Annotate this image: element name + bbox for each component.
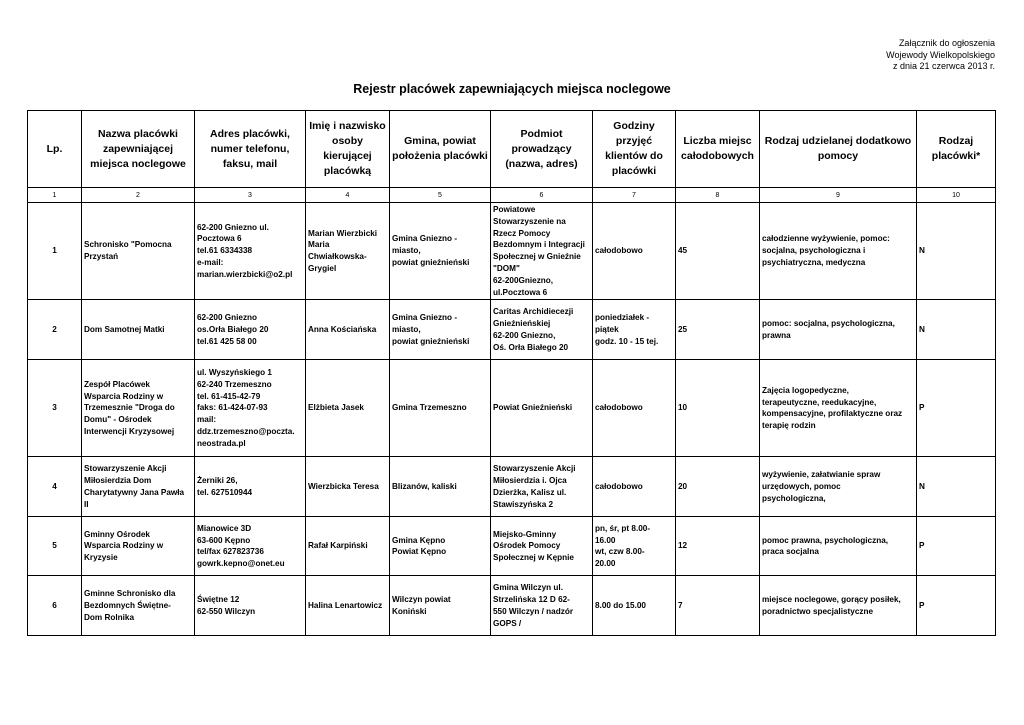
cell-facility-name bbox=[82, 300, 195, 360]
column-number: 1 bbox=[28, 188, 82, 203]
column-number: 10 bbox=[917, 188, 996, 203]
cell-operator-line: Miejsko-Gminny bbox=[493, 529, 557, 539]
cell-manager bbox=[306, 360, 390, 457]
cell-hours-line: 16.00 bbox=[595, 535, 616, 545]
column-header-lp: Lp. bbox=[28, 111, 82, 188]
cell-hours bbox=[593, 360, 676, 457]
cell-facility-name-line: Przystań bbox=[84, 252, 119, 262]
cell-facility-name-line: Miłosierdzia Dom bbox=[84, 476, 152, 486]
cell-help-line: psychiatryczna, medyczna bbox=[762, 258, 866, 268]
cell-places: 10 bbox=[676, 360, 760, 457]
cell-type: P bbox=[917, 360, 996, 457]
cell-facility-name-line: Interwencji Kryzysowej bbox=[84, 427, 175, 437]
cell-address-line: neostrada.pl bbox=[197, 438, 246, 448]
cell-address bbox=[195, 517, 306, 576]
cell-address-line: 62-240 Trzemeszno bbox=[197, 379, 272, 389]
cell-manager bbox=[306, 576, 390, 636]
cell-commune bbox=[390, 300, 491, 360]
cell-commune-line: Blizanów, kaliski bbox=[392, 481, 457, 491]
cell-manager-line: Maria bbox=[308, 240, 330, 250]
cell-lp: 2 bbox=[28, 300, 82, 360]
cell-address-line: tel. 61-415-42-79 bbox=[197, 391, 261, 401]
cell-operator-line: Gnieźnieńskiej bbox=[493, 319, 551, 329]
cell-address-line: 62-200 Gniezno bbox=[197, 313, 258, 323]
cell-address-line: Pocztowa 6 bbox=[197, 234, 242, 244]
column-number: 7 bbox=[593, 188, 676, 203]
cell-facility-name-line: Schronisko "Pomocna bbox=[84, 240, 172, 250]
cell-lp: 3 bbox=[28, 360, 82, 457]
cell-address-line: 63-600 Kępno bbox=[197, 535, 251, 545]
cell-help-line: terapeutyczne, reedukacyjne, bbox=[762, 397, 877, 407]
column-number-row bbox=[28, 188, 996, 203]
cell-operator bbox=[491, 360, 593, 457]
cell-operator bbox=[491, 517, 593, 576]
column-header-operator: Podmiot prowadzący (nazwa, adres) bbox=[491, 111, 593, 188]
cell-operator-line: Gmina Wilczyn ul. bbox=[493, 583, 563, 593]
cell-commune-line: powiat gnieźnieński bbox=[392, 336, 470, 346]
cell-facility-name-line: Dom Samotnej Matki bbox=[84, 324, 165, 334]
cell-lp: 6 bbox=[28, 576, 82, 636]
column-header-hours: Godziny przyjęć klientów do placówki bbox=[593, 111, 676, 188]
cell-address bbox=[195, 300, 306, 360]
cell-facility-name bbox=[82, 576, 195, 636]
cell-facility-name-line: Wsparcia Rodziny w bbox=[84, 391, 164, 401]
cell-commune-line: miasto, bbox=[392, 324, 421, 334]
cell-address bbox=[195, 576, 306, 636]
cell-type: N bbox=[917, 300, 996, 360]
cell-address-line: 62-200 Gniezno ul. bbox=[197, 222, 269, 232]
document-title: Rejestr placówek zapewniających miejsca noclegowe bbox=[353, 82, 671, 96]
cell-manager bbox=[306, 457, 390, 517]
cell-facility-name-line: Dom Rolnika bbox=[84, 612, 135, 622]
cell-operator-line: Rzecz Pomocy bbox=[493, 228, 551, 238]
cell-address-line: tel.61 425 58 00 bbox=[197, 336, 257, 346]
column-number: 4 bbox=[306, 188, 390, 203]
cell-operator-line: 550 Wilczyn / nadzór bbox=[493, 606, 574, 616]
cell-operator-line: Społecznej w Gnieźnie bbox=[493, 252, 581, 262]
cell-facility-name bbox=[82, 457, 195, 517]
cell-hours bbox=[593, 300, 676, 360]
cell-help bbox=[760, 517, 917, 576]
cell-facility-name bbox=[82, 203, 195, 300]
table-row bbox=[28, 360, 996, 457]
cell-hours-line: godz. 10 - 15 tej. bbox=[595, 336, 659, 346]
cell-facility-name-line: Charytatywny Jana Pawła bbox=[84, 487, 185, 497]
cell-help-line: praca socjalna bbox=[762, 547, 819, 557]
table-row bbox=[28, 203, 996, 300]
cell-manager-line: Chwiałkowska- bbox=[308, 252, 367, 262]
cell-manager-line: Grygiel bbox=[308, 263, 337, 273]
cell-facility-name-line: Wsparcia Rodziny w bbox=[84, 541, 164, 551]
cell-facility-name-line: Domu" - Ośrodek bbox=[84, 415, 152, 425]
cell-facility-name-line: Gminne Schronisko dla bbox=[84, 589, 176, 599]
cell-facility-name bbox=[82, 360, 195, 457]
cell-hours bbox=[593, 517, 676, 576]
column-number: 8 bbox=[676, 188, 760, 203]
cell-help-line: wyżywienie, załatwianie spraw bbox=[762, 470, 881, 480]
cell-hours-line: 8.00 do 15.00 bbox=[595, 600, 646, 610]
cell-manager bbox=[306, 517, 390, 576]
cell-hours-line: całodobowo bbox=[595, 481, 643, 491]
cell-commune bbox=[390, 457, 491, 517]
cell-help-line: psychologiczna, bbox=[762, 493, 826, 503]
cell-help-line: całodzienne wyżywienie, pomoc: bbox=[762, 234, 890, 244]
annex-line: Wojewody Wielkopolskiego bbox=[886, 49, 995, 60]
cell-type: N bbox=[917, 203, 996, 300]
cell-facility-name bbox=[82, 517, 195, 576]
cell-lp: 1 bbox=[28, 203, 82, 300]
registry-table bbox=[27, 110, 996, 636]
table-row bbox=[28, 517, 996, 576]
table-row bbox=[28, 576, 996, 636]
cell-commune bbox=[390, 576, 491, 636]
cell-operator-line: Stawiszyńska 2 bbox=[493, 499, 554, 509]
annex-note bbox=[886, 38, 995, 73]
cell-facility-name-line: Bezdomnych Świętne- bbox=[84, 600, 171, 610]
cell-help-line: Zajęcia logopedyczne, bbox=[762, 385, 849, 395]
cell-address-line: tel/fax 627823736 bbox=[197, 547, 264, 557]
cell-operator-line: Ośrodek Pomocy bbox=[493, 541, 561, 551]
cell-hours bbox=[593, 203, 676, 300]
cell-address-line: os.Orła Białego 20 bbox=[197, 324, 269, 334]
cell-address-line: 62-550 Wilczyn bbox=[197, 606, 256, 616]
column-header-address: Adres placówki, numer telefonu, faksu, mail bbox=[195, 111, 306, 188]
cell-operator-line: GOPS / bbox=[493, 618, 522, 628]
cell-type: N bbox=[917, 457, 996, 517]
cell-address-line: e-mail: bbox=[197, 258, 224, 268]
cell-manager-line: Anna Kościańska bbox=[308, 324, 377, 334]
cell-operator-line: ul.Pocztowa 6 bbox=[493, 287, 548, 297]
column-number: 5 bbox=[390, 188, 491, 203]
cell-manager-line: Marian Wierzbicki bbox=[308, 228, 378, 238]
cell-address-line: Świętne 12 bbox=[197, 595, 240, 605]
cell-help bbox=[760, 300, 917, 360]
cell-places: 25 bbox=[676, 300, 760, 360]
cell-operator bbox=[491, 576, 593, 636]
cell-address-line: gowrk.kepno@onet.eu bbox=[197, 559, 285, 569]
cell-help-line: poradnictwo specjalistyczne bbox=[762, 606, 874, 616]
cell-operator bbox=[491, 300, 593, 360]
cell-address-line: ul. Wyszyńskiego 1 bbox=[197, 368, 272, 378]
cell-operator-line: Dzierżka, Kalisz ul. bbox=[493, 487, 567, 497]
cell-type: P bbox=[917, 517, 996, 576]
column-header-type: Rodzaj placówki* bbox=[917, 111, 996, 188]
column-header-name: Nazwa placówki zapewniającej miejsca noclegowe bbox=[82, 111, 195, 188]
cell-hours-line: całodobowo bbox=[595, 246, 643, 256]
cell-operator-line: Miłosierdzia i. Ojca bbox=[493, 476, 567, 486]
table-row bbox=[28, 457, 996, 517]
header-row bbox=[28, 111, 996, 188]
cell-manager-line: Elżbieta Jasek bbox=[308, 403, 364, 413]
cell-facility-name-line: Trzemesznie "Droga do bbox=[84, 403, 175, 413]
cell-help-line: socjalna, psychologiczna i bbox=[762, 246, 866, 256]
column-number: 6 bbox=[491, 188, 593, 203]
cell-hours-line: pn, śr, pt 8.00- bbox=[595, 523, 651, 533]
cell-places: 45 bbox=[676, 203, 760, 300]
cell-commune-line: powiat gnieźnieński bbox=[392, 258, 470, 268]
cell-type: P bbox=[917, 576, 996, 636]
cell-operator-line: Strzelińska 12 D 62- bbox=[493, 595, 570, 605]
cell-commune-line: miasto, bbox=[392, 246, 421, 256]
cell-help-line: pomoc: socjalna, psychologiczna, bbox=[762, 319, 895, 329]
cell-help-line: kompensacyjne, profilaktyczne oraz bbox=[762, 409, 903, 419]
cell-address bbox=[195, 203, 306, 300]
cell-hours-line: piątek bbox=[595, 324, 619, 334]
cell-operator-line: 62-200Gniezno, bbox=[493, 275, 554, 285]
cell-hours-line: całodobowo bbox=[595, 403, 643, 413]
cell-hours bbox=[593, 457, 676, 517]
cell-facility-name-line: Gminny Ośrodek bbox=[84, 529, 150, 539]
annex-line: Załącznik do ogłoszenia bbox=[898, 38, 995, 48]
cell-help-line: prawna bbox=[762, 330, 791, 340]
cell-commune-line: Gmina Kępno bbox=[392, 535, 446, 545]
cell-hours-line: poniedziałek - bbox=[595, 313, 650, 323]
cell-facility-name-line: Stowarzyszenie Akcji bbox=[84, 464, 167, 474]
cell-hours bbox=[593, 576, 676, 636]
cell-operator-line: "DOM" bbox=[493, 263, 520, 273]
cell-commune-line: Koniński bbox=[392, 606, 427, 616]
cell-help bbox=[760, 360, 917, 457]
column-header-help: Rodzaj udzielanej dodatkowo pomocy bbox=[760, 111, 917, 188]
cell-address-line: Mianowice 3D bbox=[197, 523, 252, 533]
annex-line: z dnia 21 czerwca 2013 r. bbox=[892, 61, 995, 71]
cell-hours-line: 20.00 bbox=[595, 559, 616, 569]
cell-commune-line: Gmina Gniezno - bbox=[392, 234, 458, 244]
cell-places: 12 bbox=[676, 517, 760, 576]
cell-help-line: miejsce noclegowe, gorący posiłek, bbox=[762, 595, 901, 605]
cell-address bbox=[195, 360, 306, 457]
cell-commune-line: Powiat Kępno bbox=[392, 547, 447, 557]
column-header-commune: Gmina, powiat położenia placówki bbox=[390, 111, 491, 188]
cell-address-line: tel. 627510944 bbox=[197, 487, 253, 497]
cell-places: 20 bbox=[676, 457, 760, 517]
table-row bbox=[28, 300, 996, 360]
cell-commune-line: Wilczyn powiat bbox=[392, 595, 451, 605]
column-number: 9 bbox=[760, 188, 917, 203]
cell-operator-line: Stowarzyszenie Akcji bbox=[493, 464, 576, 474]
cell-help bbox=[760, 203, 917, 300]
column-number: 3 bbox=[195, 188, 306, 203]
cell-places: 7 bbox=[676, 576, 760, 636]
cell-lp: 5 bbox=[28, 517, 82, 576]
cell-address-line: Żerniki 26, bbox=[197, 476, 238, 486]
cell-commune-line: Gmina Gniezno - bbox=[392, 313, 458, 323]
cell-address-line: mail: bbox=[197, 415, 217, 425]
cell-operator bbox=[491, 203, 593, 300]
cell-address-line: tel.61 6334338 bbox=[197, 246, 253, 256]
cell-operator-line: Powiatowe bbox=[493, 205, 536, 214]
cell-help bbox=[760, 457, 917, 517]
cell-manager bbox=[306, 300, 390, 360]
column-number: 2 bbox=[82, 188, 195, 203]
cell-help bbox=[760, 576, 917, 636]
cell-manager-line: Halina Lenartowicz bbox=[308, 600, 383, 610]
cell-operator bbox=[491, 457, 593, 517]
cell-address bbox=[195, 457, 306, 517]
cell-commune-line: Gmina Trzemeszno bbox=[392, 403, 467, 413]
cell-help-line: terapię rodzin bbox=[762, 421, 816, 431]
cell-commune bbox=[390, 203, 491, 300]
cell-help-line: pomoc prawna, psychologiczna, bbox=[762, 535, 889, 545]
cell-manager bbox=[306, 203, 390, 300]
column-header-places: Liczba miejsc całodobowych bbox=[676, 111, 760, 188]
cell-facility-name-line: Zespół Placówek bbox=[84, 379, 150, 389]
cell-operator-line: Społecznej w Kępnie bbox=[493, 553, 574, 563]
cell-commune bbox=[390, 360, 491, 457]
cell-hours-line: wt, czw 8.00- bbox=[595, 547, 645, 557]
column-header-manager: Imię i nazwisko osoby kierującej placówką bbox=[306, 111, 390, 188]
cell-facility-name-line: II bbox=[84, 499, 89, 509]
cell-operator-line: Stowarzyszenie na bbox=[493, 216, 566, 226]
cell-lp: 4 bbox=[28, 457, 82, 517]
cell-commune bbox=[390, 517, 491, 576]
cell-operator-line: Powiat Gnieźnieński bbox=[493, 403, 573, 413]
cell-operator-line: Oś. Orła Białego 20 bbox=[493, 342, 569, 352]
cell-help-line: urzędowych, pomoc bbox=[762, 481, 841, 491]
cell-manager-line: Rafał Karpiński bbox=[308, 541, 368, 551]
cell-address-line: ddz.trzemeszno@poczta. bbox=[197, 427, 295, 437]
cell-operator-line: Bezdomnym i Integracji bbox=[493, 240, 585, 250]
cell-manager-line: Wierzbicka Teresa bbox=[308, 481, 379, 491]
cell-operator-line: Caritas Archidiecezji bbox=[493, 307, 574, 317]
cell-address-line: faks: 61-424-07-93 bbox=[197, 403, 268, 413]
cell-facility-name-line: Kryzysie bbox=[84, 553, 118, 563]
cell-operator-line: 62-200 Gniezno, bbox=[493, 330, 556, 340]
registry-body bbox=[28, 203, 996, 636]
cell-address-line: marian.wierzbicki@o2.pl bbox=[197, 269, 293, 279]
